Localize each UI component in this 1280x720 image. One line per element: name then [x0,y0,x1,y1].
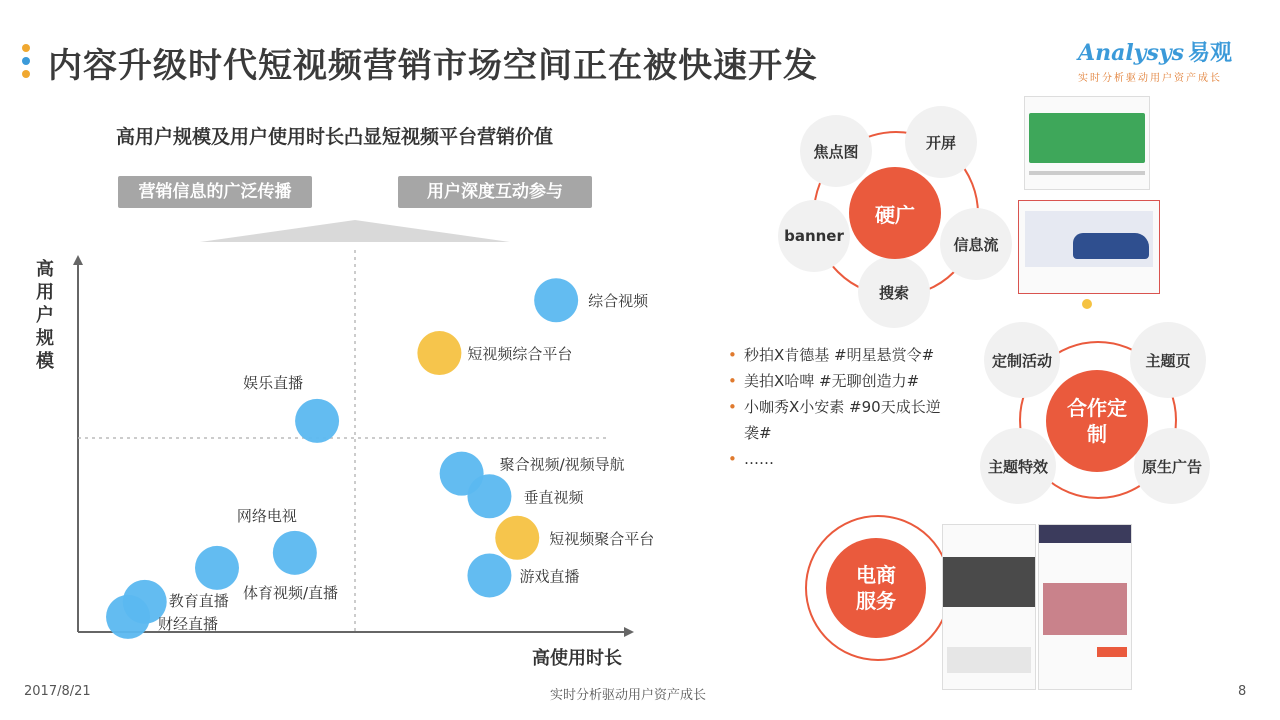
car-ad-image [1025,211,1153,267]
bubble-point [495,516,539,560]
screenshot-caption [1029,171,1145,175]
y-axis-label: 高用户规模 [36,259,54,372]
footer-tagline: 实时分析驱动用户资产成长 [550,688,707,703]
bubble-label: 垂直视频 [523,488,584,507]
hub-coop: 合作定制 [1046,370,1148,472]
bubble-label: 网络电视 [236,506,297,525]
case-item: • …… [728,446,944,472]
bubble-point [467,553,511,597]
toolbar-dot-icon [1082,299,1092,309]
logo-symbol: A [1078,40,1096,66]
logo-cn: 易观 [1188,41,1233,66]
chart-title: 高用户规模及用户使用时长凸显短视频平台营销价值 [116,126,554,148]
bubble-label: 游戏直播 [519,567,580,586]
bubble-label: 聚合视频/视频导航 [499,455,625,474]
bubble-point [534,278,578,322]
bubble-point [195,546,239,590]
tag-spread: 营销信息的广泛传播 [118,176,312,208]
bubble-label: 教育直播 [168,591,229,610]
y-axis-arrow [73,255,83,265]
bubble-point [295,399,339,443]
tag-interaction: 用户深度互动参与 [398,176,592,208]
hub-hard-ads: 硬广 [849,167,941,259]
phone-toolbar [1030,294,1150,308]
brand-logo [1078,36,1248,84]
x-axis-arrow [624,627,634,637]
logo-text: nalysys [1095,40,1185,66]
bubble-label: 娱乐直播 [243,373,304,392]
shop-header [1039,525,1131,543]
case-item: • 秒拍X肯德基 #明星悬赏令# [728,342,944,368]
node-theme-page: 主题页 [1130,322,1206,398]
node-splash: 开屏 [905,106,977,178]
footer-date: 2017/8/21 [24,684,91,699]
video-thumbnail [943,557,1035,607]
phone-screenshot-ad [1018,200,1160,294]
node-search: 搜索 [858,256,930,328]
node-banner: banner [778,200,850,272]
bubble-point [417,331,461,375]
phone-screenshot-top [1024,96,1150,190]
bubble-point [273,531,317,575]
node-focus-image: 焦点图 [800,115,872,187]
car-shape [1073,233,1149,259]
case-list [728,342,944,472]
screenshot-image [1029,113,1145,163]
case-item: • 美拍X哈啤 #无聊创造力# [728,368,944,394]
logo-tagline: 实时分析驱动用户资产成长 [1078,73,1222,84]
page-number: 8 [1238,684,1247,699]
phone-screenshot-video [942,524,1036,690]
video-list-row [947,647,1031,673]
shop-product-image [1043,583,1127,635]
x-axis-label: 高使用时长 [532,648,622,669]
bubble-label: 短视频综合平台 [467,345,573,364]
node-feed: 信息流 [940,208,1012,280]
page-title: 内容升级时代短视频营销市场空间正在被快速开发 [48,46,818,86]
node-theme-effect: 主题特效 [980,428,1056,504]
bubble-point [467,474,511,518]
bubble-point [106,595,150,639]
hub-ecommerce: 电商服务 [826,538,926,638]
funnel-shape [200,220,510,242]
bubble-label: 体育视频/直播 [243,583,339,602]
node-native-ad: 原生广告 [1134,428,1210,504]
phone-screenshot-shop [1038,524,1132,690]
node-custom-event: 定制活动 [984,322,1060,398]
case-item: • 小咖秀X小安素 #90天成长逆袭# [728,394,944,446]
shop-buy-badge [1097,647,1127,657]
bubble-label: 财经直播 [158,614,219,633]
bubble-label: 短视频聚合平台 [549,529,655,548]
points-layer [106,278,654,639]
bubble-label: 综合视频 [588,292,649,311]
